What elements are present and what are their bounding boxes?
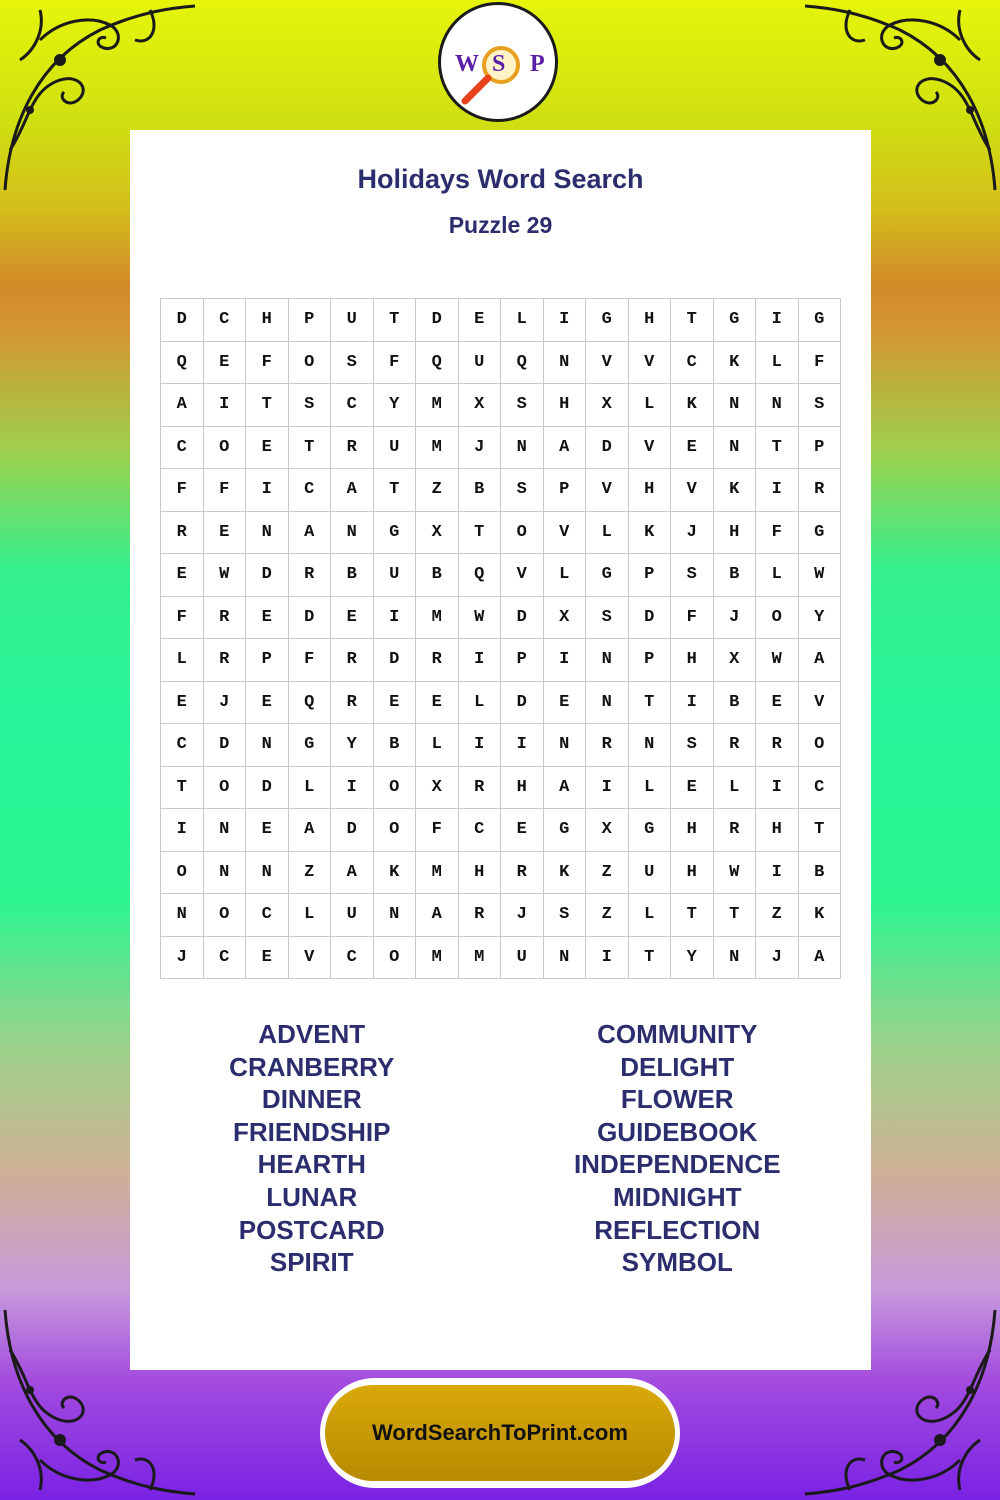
letter-grid bbox=[160, 298, 841, 979]
grid-cell[interactable]: B bbox=[714, 554, 757, 597]
grid-cell[interactable]: O bbox=[501, 512, 544, 555]
grid-cell[interactable]: N bbox=[714, 427, 757, 470]
grid-cell[interactable]: T bbox=[671, 894, 714, 937]
grid-cell[interactable]: C bbox=[799, 767, 842, 810]
grid-cell[interactable]: X bbox=[586, 384, 629, 427]
grid-cell[interactable]: R bbox=[756, 724, 799, 767]
grid-cell[interactable]: G bbox=[586, 554, 629, 597]
footer-website-link[interactable]: WordSearchToPrint.com bbox=[325, 1385, 675, 1481]
grid-cell[interactable]: M bbox=[416, 427, 459, 470]
grid-cell[interactable]: Q bbox=[289, 682, 332, 725]
grid-cell[interactable]: Q bbox=[501, 342, 544, 385]
grid-cell[interactable]: N bbox=[586, 639, 629, 682]
grid-cell[interactable]: J bbox=[204, 682, 247, 725]
grid-cell[interactable]: B bbox=[374, 724, 417, 767]
grid-cell[interactable]: Y bbox=[374, 384, 417, 427]
grid-cell[interactable]: L bbox=[459, 682, 502, 725]
grid-cell[interactable]: N bbox=[544, 342, 587, 385]
grid-cell[interactable]: L bbox=[544, 554, 587, 597]
grid-cell[interactable]: X bbox=[416, 767, 459, 810]
grid-cell[interactable]: O bbox=[204, 894, 247, 937]
grid-cell[interactable]: G bbox=[544, 809, 587, 852]
grid-cell[interactable]: S bbox=[289, 384, 332, 427]
grid-cell[interactable]: R bbox=[714, 724, 757, 767]
grid-cell[interactable]: N bbox=[331, 512, 374, 555]
word-list bbox=[130, 1018, 871, 1279]
grid-cell[interactable]: I bbox=[246, 469, 289, 512]
grid-cell[interactable]: V bbox=[671, 469, 714, 512]
grid-cell[interactable]: I bbox=[671, 682, 714, 725]
grid-cell[interactable]: T bbox=[799, 809, 842, 852]
grid-cell[interactable]: N bbox=[204, 809, 247, 852]
grid-cell[interactable]: I bbox=[586, 937, 629, 980]
word-item: COMMUNITY bbox=[597, 1019, 758, 1049]
grid-cell[interactable]: N bbox=[501, 427, 544, 470]
grid-cell[interactable]: S bbox=[586, 597, 629, 640]
grid-cell[interactable]: L bbox=[586, 512, 629, 555]
grid-cell[interactable]: R bbox=[714, 809, 757, 852]
grid-cell[interactable]: S bbox=[671, 554, 714, 597]
grid-cell[interactable]: R bbox=[161, 512, 204, 555]
grid-cell[interactable]: R bbox=[799, 469, 842, 512]
grid-cell[interactable]: W bbox=[459, 597, 502, 640]
grid-cell[interactable]: Z bbox=[586, 852, 629, 895]
grid-cell[interactable]: I bbox=[331, 767, 374, 810]
grid-cell[interactable]: U bbox=[331, 894, 374, 937]
grid-cell[interactable]: L bbox=[501, 299, 544, 342]
grid-cell[interactable]: I bbox=[204, 384, 247, 427]
grid-cell[interactable]: I bbox=[756, 299, 799, 342]
grid-cell[interactable]: A bbox=[289, 512, 332, 555]
grid-cell[interactable]: J bbox=[671, 512, 714, 555]
grid-cell[interactable]: X bbox=[459, 384, 502, 427]
grid-cell[interactable]: V bbox=[629, 342, 672, 385]
logo-letter-p: P bbox=[530, 51, 545, 77]
grid-cell[interactable]: U bbox=[629, 852, 672, 895]
grid-cell[interactable]: J bbox=[714, 597, 757, 640]
grid-cell[interactable]: H bbox=[629, 469, 672, 512]
grid-cell[interactable]: N bbox=[161, 894, 204, 937]
grid-cell[interactable]: J bbox=[459, 427, 502, 470]
grid-cell[interactable]: D bbox=[374, 639, 417, 682]
grid-cell[interactable]: Z bbox=[416, 469, 459, 512]
grid-cell[interactable]: G bbox=[799, 299, 842, 342]
grid-cell[interactable]: V bbox=[289, 937, 332, 980]
grid-cell[interactable]: C bbox=[161, 427, 204, 470]
logo-letter-w: W bbox=[455, 51, 479, 77]
grid-cell[interactable]: O bbox=[799, 724, 842, 767]
grid-cell[interactable]: M bbox=[416, 852, 459, 895]
grid-cell[interactable]: K bbox=[714, 469, 757, 512]
word-item: SYMBOL bbox=[621, 1247, 733, 1278]
grid-cell[interactable]: A bbox=[544, 427, 587, 470]
grid-cell[interactable]: M bbox=[416, 937, 459, 980]
grid-cell[interactable]: D bbox=[289, 597, 332, 640]
grid-cell[interactable]: M bbox=[459, 937, 502, 980]
grid-cell[interactable]: E bbox=[374, 682, 417, 725]
grid-cell[interactable]: O bbox=[374, 809, 417, 852]
grid-cell[interactable]: S bbox=[799, 384, 842, 427]
grid-cell[interactable]: F bbox=[204, 469, 247, 512]
grid-cell[interactable]: F bbox=[756, 512, 799, 555]
grid-cell[interactable]: N bbox=[204, 852, 247, 895]
grid-cell[interactable]: L bbox=[756, 554, 799, 597]
grid-cell[interactable]: L bbox=[629, 767, 672, 810]
grid-cell[interactable]: G bbox=[289, 724, 332, 767]
grid-cell[interactable]: D bbox=[331, 809, 374, 852]
grid-cell[interactable]: I bbox=[756, 767, 799, 810]
grid-cell[interactable]: C bbox=[331, 384, 374, 427]
grid-cell[interactable]: A bbox=[799, 937, 842, 980]
grid-cell[interactable]: K bbox=[544, 852, 587, 895]
word-list-right bbox=[484, 1018, 871, 1279]
word-item: REFLECTION bbox=[594, 1214, 761, 1245]
grid-cell[interactable]: N bbox=[756, 384, 799, 427]
grid-cell[interactable]: V bbox=[799, 682, 842, 725]
grid-cell[interactable]: G bbox=[629, 809, 672, 852]
grid-cell[interactable]: H bbox=[501, 767, 544, 810]
grid-cell[interactable]: U bbox=[459, 342, 502, 385]
word-item: LUNAR bbox=[266, 1181, 358, 1212]
grid-cell[interactable]: G bbox=[586, 299, 629, 342]
grid-cell[interactable]: E bbox=[246, 427, 289, 470]
grid-cell[interactable]: S bbox=[331, 342, 374, 385]
grid-cell[interactable]: A bbox=[331, 469, 374, 512]
grid-cell[interactable]: D bbox=[161, 299, 204, 342]
grid-cell[interactable]: J bbox=[756, 937, 799, 980]
grid-cell[interactable]: V bbox=[586, 342, 629, 385]
grid-cell[interactable]: B bbox=[331, 554, 374, 597]
grid-cell[interactable]: F bbox=[416, 809, 459, 852]
grid-cell[interactable]: S bbox=[501, 469, 544, 512]
grid-cell[interactable]: O bbox=[204, 427, 247, 470]
grid-cell[interactable]: F bbox=[671, 597, 714, 640]
grid-cell[interactable]: Q bbox=[459, 554, 502, 597]
grid-cell[interactable]: N bbox=[246, 852, 289, 895]
word-item: MIDNIGHT bbox=[612, 1181, 742, 1212]
grid-cell[interactable]: V bbox=[544, 512, 587, 555]
grid-cell[interactable]: H bbox=[671, 809, 714, 852]
grid-cell[interactable]: N bbox=[714, 937, 757, 980]
grid-cell[interactable]: H bbox=[629, 299, 672, 342]
word-item: DINNER bbox=[261, 1084, 362, 1115]
grid-cell[interactable]: N bbox=[246, 724, 289, 767]
grid-cell[interactable]: W bbox=[204, 554, 247, 597]
grid-cell[interactable]: L bbox=[714, 767, 757, 810]
grid-cell[interactable]: U bbox=[374, 554, 417, 597]
grid-cell[interactable]: F bbox=[374, 342, 417, 385]
word-item: DELIGHT bbox=[620, 1051, 735, 1082]
grid-cell[interactable]: D bbox=[586, 427, 629, 470]
grid-cell[interactable]: H bbox=[671, 852, 714, 895]
grid-cell[interactable]: H bbox=[459, 852, 502, 895]
grid-cell[interactable]: F bbox=[246, 342, 289, 385]
grid-cell[interactable]: N bbox=[714, 384, 757, 427]
grid-cell[interactable]: P bbox=[246, 639, 289, 682]
grid-cell[interactable]: T bbox=[714, 894, 757, 937]
grid-cell[interactable]: B bbox=[459, 469, 502, 512]
logo-letter-s: S bbox=[492, 51, 506, 77]
word-item: CRANBERRY bbox=[229, 1051, 395, 1082]
grid-cell[interactable]: R bbox=[501, 852, 544, 895]
grid-cell[interactable]: X bbox=[714, 639, 757, 682]
grid-cell[interactable]: D bbox=[246, 554, 289, 597]
grid-cell[interactable]: O bbox=[374, 937, 417, 980]
grid-cell[interactable]: D bbox=[246, 767, 289, 810]
grid-cell[interactable]: E bbox=[246, 809, 289, 852]
grid-cell[interactable]: A bbox=[331, 852, 374, 895]
grid-cell[interactable]: C bbox=[246, 894, 289, 937]
grid-cell[interactable]: L bbox=[629, 894, 672, 937]
grid-cell[interactable]: C bbox=[161, 724, 204, 767]
grid-cell[interactable]: H bbox=[246, 299, 289, 342]
grid-cell[interactable]: L bbox=[289, 894, 332, 937]
word-item: GUIDEBOOK bbox=[597, 1116, 758, 1147]
word-item: SPIRIT bbox=[269, 1247, 354, 1278]
grid-cell[interactable]: Q bbox=[161, 342, 204, 385]
grid-cell[interactable]: R bbox=[204, 639, 247, 682]
grid-cell[interactable]: N bbox=[544, 937, 587, 980]
grid-cell[interactable]: I bbox=[756, 852, 799, 895]
grid-cell[interactable]: H bbox=[671, 639, 714, 682]
grid-cell[interactable]: D bbox=[501, 682, 544, 725]
grid-cell[interactable]: E bbox=[246, 937, 289, 980]
grid-cell[interactable]: O bbox=[204, 767, 247, 810]
grid-cell[interactable]: C bbox=[459, 809, 502, 852]
grid-cell[interactable]: I bbox=[459, 639, 502, 682]
grid-cell[interactable]: I bbox=[756, 469, 799, 512]
grid-cell[interactable]: Z bbox=[586, 894, 629, 937]
grid-cell[interactable]: I bbox=[544, 639, 587, 682]
grid-cell[interactable]: Z bbox=[756, 894, 799, 937]
grid-cell[interactable]: W bbox=[714, 852, 757, 895]
grid-cell[interactable]: R bbox=[416, 639, 459, 682]
grid-cell[interactable]: M bbox=[416, 597, 459, 640]
grid-cell[interactable]: P bbox=[289, 299, 332, 342]
grid-cell[interactable]: U bbox=[501, 937, 544, 980]
grid-cell[interactable]: E bbox=[246, 597, 289, 640]
grid-cell[interactable]: Y bbox=[331, 724, 374, 767]
grid-cell[interactable]: T bbox=[374, 469, 417, 512]
grid-cell[interactable]: K bbox=[629, 512, 672, 555]
grid-cell[interactable]: R bbox=[459, 894, 502, 937]
grid-cell[interactable]: T bbox=[289, 427, 332, 470]
grid-cell[interactable]: C bbox=[289, 469, 332, 512]
grid-cell[interactable]: K bbox=[799, 894, 842, 937]
grid-cell[interactable]: W bbox=[756, 639, 799, 682]
wsp-logo[interactable] bbox=[438, 2, 558, 122]
grid-cell[interactable]: E bbox=[459, 299, 502, 342]
grid-cell[interactable]: R bbox=[331, 639, 374, 682]
grid-cell[interactable]: S bbox=[671, 724, 714, 767]
word-item: FLOWER bbox=[620, 1084, 734, 1115]
grid-cell[interactable]: I bbox=[586, 767, 629, 810]
grid-cell[interactable]: S bbox=[501, 384, 544, 427]
grid-cell[interactable]: K bbox=[374, 852, 417, 895]
grid-cell[interactable]: J bbox=[161, 937, 204, 980]
grid-cell[interactable]: A bbox=[289, 809, 332, 852]
grid-cell[interactable]: A bbox=[544, 767, 587, 810]
grid-cell[interactable]: G bbox=[714, 299, 757, 342]
grid-cell[interactable]: O bbox=[161, 852, 204, 895]
grid-cell[interactable]: E bbox=[161, 554, 204, 597]
grid-cell[interactable]: R bbox=[331, 682, 374, 725]
grid-cell[interactable]: Z bbox=[289, 852, 332, 895]
grid-cell[interactable]: A bbox=[416, 894, 459, 937]
grid-cell[interactable]: I bbox=[501, 724, 544, 767]
grid-cell[interactable]: G bbox=[799, 512, 842, 555]
grid-cell[interactable]: E bbox=[416, 682, 459, 725]
grid-cell[interactable]: C bbox=[204, 937, 247, 980]
grid-cell[interactable]: D bbox=[204, 724, 247, 767]
grid-cell[interactable]: O bbox=[289, 342, 332, 385]
grid-cell[interactable]: D bbox=[501, 597, 544, 640]
grid-cell[interactable]: F bbox=[289, 639, 332, 682]
grid-cell[interactable]: T bbox=[374, 299, 417, 342]
grid-cell[interactable]: E bbox=[756, 682, 799, 725]
grid-cell[interactable]: V bbox=[501, 554, 544, 597]
grid-cell[interactable]: E bbox=[501, 809, 544, 852]
grid-cell[interactable]: I bbox=[374, 597, 417, 640]
word-item: ADVENT bbox=[258, 1019, 366, 1049]
puzzle-title: Holidays Word Search bbox=[357, 164, 644, 194]
grid-cell[interactable]: G bbox=[374, 512, 417, 555]
grid-cell[interactable]: X bbox=[586, 809, 629, 852]
grid-cell[interactable]: B bbox=[799, 852, 842, 895]
grid-cell[interactable]: M bbox=[416, 384, 459, 427]
grid-cell[interactable]: R bbox=[459, 767, 502, 810]
grid-cell[interactable]: N bbox=[629, 724, 672, 767]
grid-cell[interactable]: U bbox=[374, 427, 417, 470]
grid-cell[interactable]: I bbox=[544, 299, 587, 342]
grid-cell[interactable]: O bbox=[756, 597, 799, 640]
grid-cell[interactable]: C bbox=[204, 299, 247, 342]
grid-cell[interactable]: P bbox=[629, 639, 672, 682]
grid-cell[interactable]: E bbox=[671, 427, 714, 470]
grid-cell[interactable]: R bbox=[586, 724, 629, 767]
grid-cell[interactable]: N bbox=[246, 512, 289, 555]
grid-cell[interactable]: Q bbox=[416, 342, 459, 385]
puzzle-card bbox=[130, 130, 871, 1370]
grid-cell[interactable]: T bbox=[756, 427, 799, 470]
word-list-left bbox=[130, 1018, 494, 1279]
grid-cell[interactable]: L bbox=[629, 384, 672, 427]
grid-cell[interactable]: K bbox=[714, 342, 757, 385]
grid-cell[interactable]: A bbox=[161, 384, 204, 427]
grid-cell[interactable]: P bbox=[501, 639, 544, 682]
word-item: HEARTH bbox=[257, 1149, 366, 1180]
grid-cell[interactable]: C bbox=[671, 342, 714, 385]
grid-cell[interactable]: T bbox=[629, 682, 672, 725]
grid-cell[interactable]: L bbox=[416, 724, 459, 767]
grid-cell[interactable]: E bbox=[204, 342, 247, 385]
grid-cell[interactable]: N bbox=[544, 724, 587, 767]
grid-cell[interactable]: Y bbox=[671, 937, 714, 980]
grid-cell[interactable]: F bbox=[161, 597, 204, 640]
grid-cell[interactable]: R bbox=[331, 427, 374, 470]
grid-cell[interactable]: X bbox=[416, 512, 459, 555]
grid-cell[interactable]: L bbox=[756, 342, 799, 385]
grid-cell[interactable]: N bbox=[374, 894, 417, 937]
grid-cell[interactable]: B bbox=[416, 554, 459, 597]
grid-cell[interactable]: E bbox=[331, 597, 374, 640]
grid-cell[interactable]: P bbox=[629, 554, 672, 597]
grid-cell[interactable]: T bbox=[459, 512, 502, 555]
word-item: POSTCARD bbox=[238, 1214, 385, 1245]
grid-cell[interactable]: R bbox=[204, 597, 247, 640]
grid-cell[interactable]: U bbox=[331, 299, 374, 342]
grid-cell[interactable]: I bbox=[161, 809, 204, 852]
word-item: INDEPENDENCE bbox=[573, 1149, 781, 1180]
grid-cell[interactable]: H bbox=[544, 384, 587, 427]
grid-cell[interactable]: T bbox=[246, 384, 289, 427]
word-item: FRIENDSHIP bbox=[233, 1116, 391, 1147]
grid-cell[interactable]: E bbox=[544, 682, 587, 725]
grid-cell[interactable]: A bbox=[799, 639, 842, 682]
grid-cell[interactable]: O bbox=[374, 767, 417, 810]
grid-cell[interactable]: P bbox=[544, 469, 587, 512]
grid-cell[interactable]: H bbox=[756, 809, 799, 852]
grid-cell[interactable]: L bbox=[289, 767, 332, 810]
grid-cell[interactable]: V bbox=[629, 427, 672, 470]
grid-cell[interactable]: X bbox=[544, 597, 587, 640]
grid-cell[interactable]: S bbox=[544, 894, 587, 937]
grid-cell[interactable]: T bbox=[161, 767, 204, 810]
grid-cell[interactable]: H bbox=[714, 512, 757, 555]
grid-cell[interactable]: P bbox=[799, 427, 842, 470]
grid-cell[interactable]: F bbox=[799, 342, 842, 385]
grid-cell[interactable]: N bbox=[586, 682, 629, 725]
grid-cell[interactable]: E bbox=[671, 767, 714, 810]
grid-cell[interactable]: F bbox=[161, 469, 204, 512]
grid-cell[interactable]: C bbox=[331, 937, 374, 980]
grid-cell[interactable]: D bbox=[416, 299, 459, 342]
grid-cell[interactable]: K bbox=[671, 384, 714, 427]
grid-cell[interactable]: V bbox=[586, 469, 629, 512]
grid-cell[interactable]: T bbox=[629, 937, 672, 980]
grid-cell[interactable]: W bbox=[799, 554, 842, 597]
grid-cell[interactable]: D bbox=[629, 597, 672, 640]
grid-cell[interactable]: T bbox=[671, 299, 714, 342]
grid-cell[interactable]: E bbox=[204, 512, 247, 555]
grid-cell[interactable]: R bbox=[289, 554, 332, 597]
grid-cell[interactable]: J bbox=[501, 894, 544, 937]
grid-cell[interactable]: Y bbox=[799, 597, 842, 640]
grid-cell[interactable]: I bbox=[459, 724, 502, 767]
grid-cell[interactable]: E bbox=[161, 682, 204, 725]
grid-cell[interactable]: E bbox=[246, 682, 289, 725]
puzzle-subtitle: Puzzle 29 bbox=[448, 212, 553, 238]
grid-cell[interactable]: L bbox=[161, 639, 204, 682]
grid-cell[interactable]: B bbox=[714, 682, 757, 725]
